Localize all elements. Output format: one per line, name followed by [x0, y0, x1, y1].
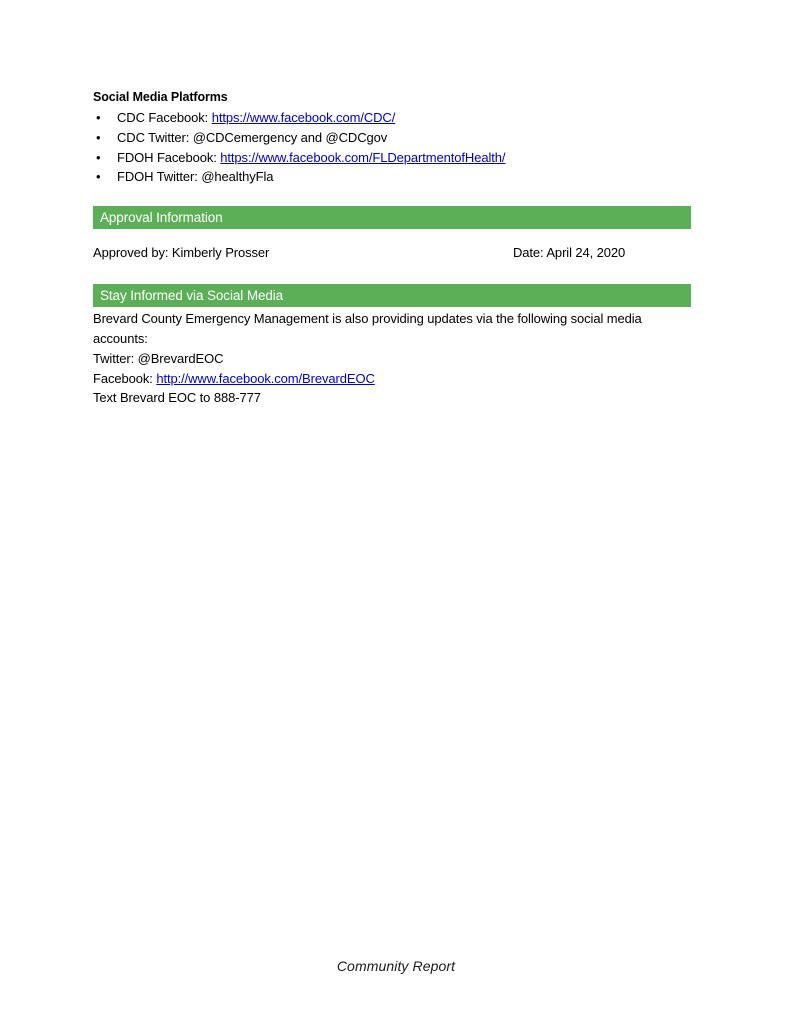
social-media-platforms-list	[93, 108, 698, 187]
approval-row	[93, 243, 698, 262]
link-cdc-facebook[interactable]: https://www.facebook.com/CDC/	[211, 110, 396, 125]
page-footer: Community Report	[336, 958, 456, 974]
link-brevard-eoc-facebook[interactable]: http://www.facebook.com/BrevardEOC	[156, 370, 375, 386]
stay-informed-body	[93, 309, 698, 408]
bullet-icon: •	[96, 169, 101, 185]
document-content	[93, 88, 698, 408]
stay-informed-paragraph: Brevard County Emergency Management is also providing updates via the following social media accounts:	[93, 311, 642, 346]
stay-informed-text-line: Text Brevard EOC to 888-777	[93, 390, 261, 406]
stay-informed-twitter-line: Twitter: @BrevardEOC	[93, 350, 224, 366]
list-item-label: CDC Twitter: @CDCemergency and @CDCgov	[117, 129, 388, 145]
approval-date-text: Date: April 24, 2020	[513, 245, 626, 261]
list-item-label: FDOH Facebook:	[117, 149, 221, 165]
bullet-icon: •	[96, 129, 101, 145]
bullet-icon: •	[96, 149, 101, 165]
list-item	[93, 108, 698, 128]
social-media-platforms-heading: Social Media Platforms	[93, 90, 228, 104]
list-item-label: CDC Facebook:	[117, 110, 212, 125]
list-item-label: FDOH Twitter: @healthyFla	[117, 169, 274, 185]
bullet-icon: •	[96, 110, 101, 125]
approved-by-text: Approved by: Kimberly Prosser	[93, 245, 270, 261]
list-item	[93, 167, 698, 187]
approval-information-heading-bar: Approval Information	[93, 206, 691, 229]
list-item	[93, 148, 698, 168]
stay-informed-facebook-label: Facebook:	[93, 370, 157, 386]
link-fdoh-facebook[interactable]: https://www.facebook.com/FLDepartmentofHealth/	[220, 149, 506, 165]
stay-informed-facebook-line	[93, 369, 698, 389]
list-item	[93, 128, 698, 148]
stay-informed-heading-bar: Stay Informed via Social Media	[93, 284, 691, 307]
